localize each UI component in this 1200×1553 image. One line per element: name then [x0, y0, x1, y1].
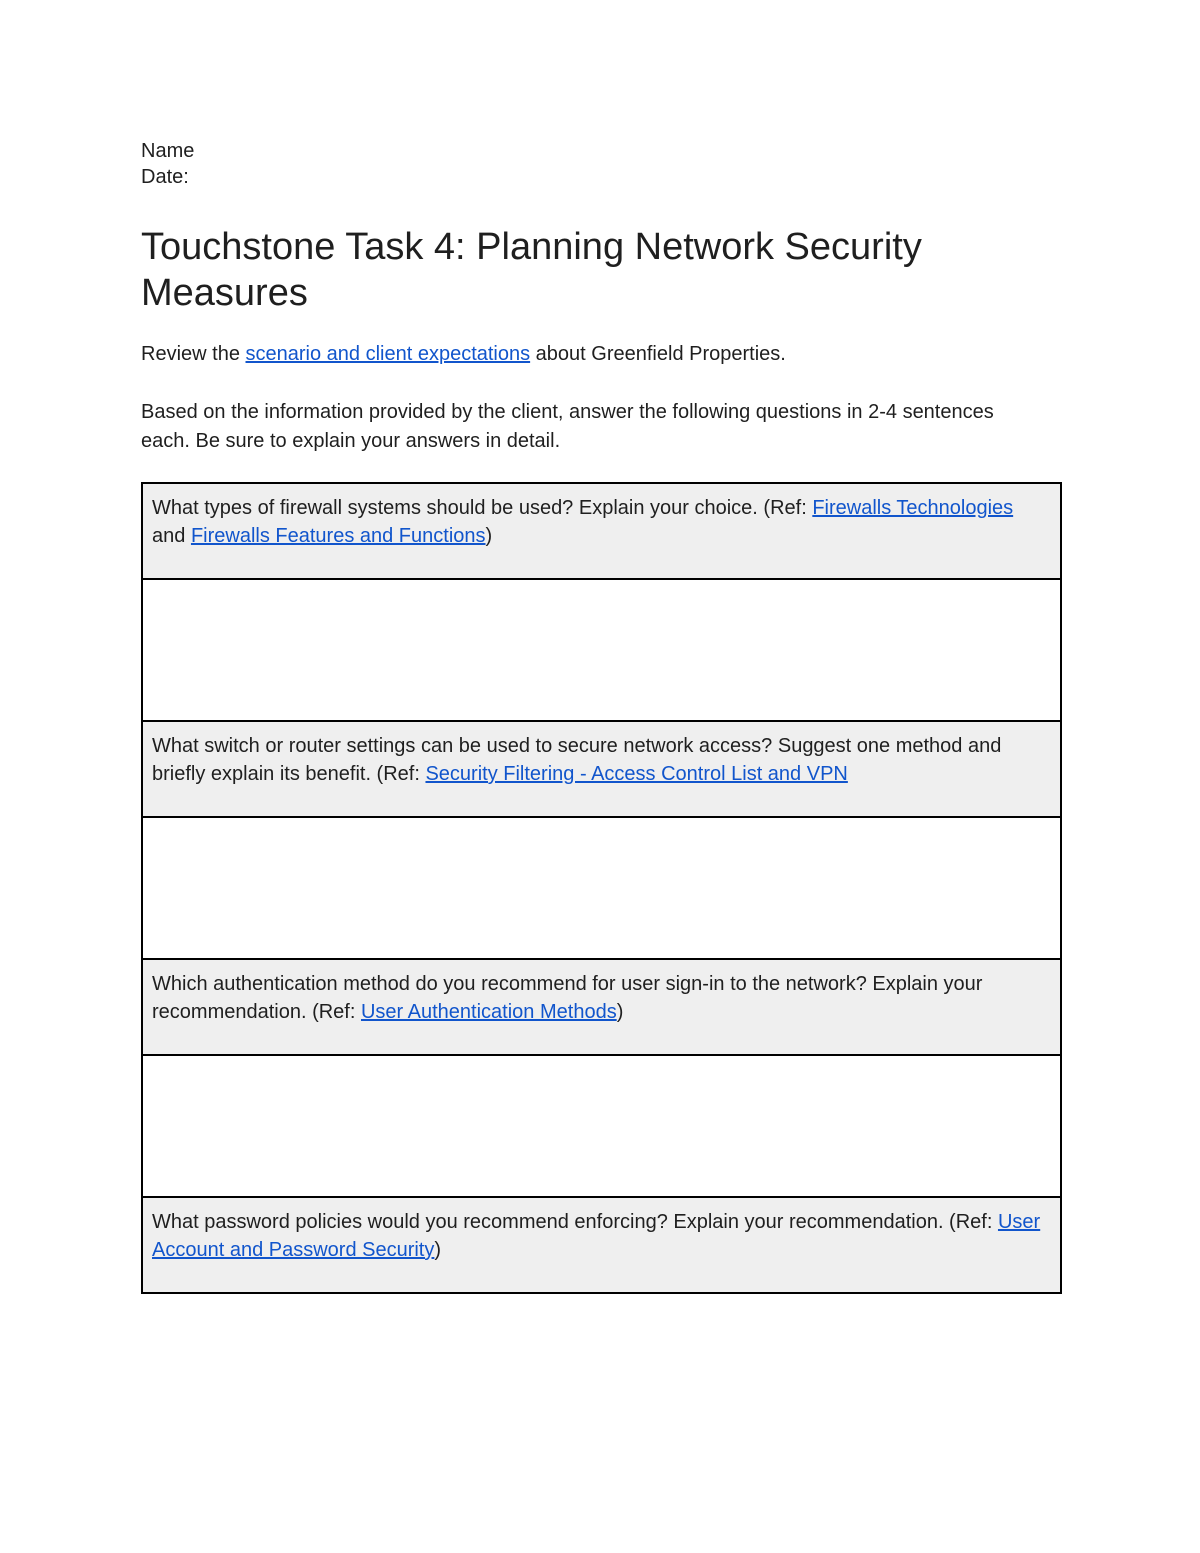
password-security-link[interactable]: User Account and Password Security [152, 1211, 1041, 1261]
document-title: Touchstone Task 4: Planning Network Security Measures [141, 226, 922, 314]
answer-cell-1[interactable] [142, 579, 1061, 721]
user-authentication-link[interactable]: User Authentication Methods [360, 1001, 617, 1023]
review-prefix: Review the [141, 343, 246, 365]
question-cell-2 [142, 721, 1061, 817]
question-row [142, 483, 1061, 579]
name-label: Name [141, 140, 195, 162]
question-row [142, 1197, 1061, 1293]
firewalls-technologies-link[interactable]: Firewalls Technologies [812, 497, 1014, 519]
date-label: Date: [141, 166, 189, 188]
question-text: What types of firewall systems should be used? Explain your choice. (Ref: [152, 497, 813, 519]
question-text: Which authentication method do you recommend for user sign-in to the network? Explain your recommendation. (Ref: [152, 973, 983, 1023]
question-text: ) [434, 1239, 442, 1261]
review-paragraph [141, 340, 1041, 369]
question-row [142, 721, 1061, 817]
question-text: and [152, 525, 191, 547]
questions-table [141, 482, 1062, 1294]
question-text: ) [485, 525, 493, 547]
instructions-paragraph: Based on the information provided by the client, answer the following questions in 2-4 sentences each. Be sure to explain your answers in detail. [141, 401, 994, 452]
answer-row [142, 817, 1061, 959]
question-cell-1 [142, 483, 1061, 579]
document-page [141, 138, 1061, 1261]
security-filtering-link[interactable]: Security Filtering - Access Control List and VPN [425, 763, 848, 785]
answer-row [142, 579, 1061, 721]
scenario-link[interactable]: scenario and client expectations [245, 343, 531, 365]
review-suffix: about Greenfield Properties. [530, 343, 786, 365]
answer-row [142, 1055, 1061, 1197]
question-text: ) [616, 1001, 624, 1023]
question-text: What password policies would you recommend enforcing? Explain your recommendation. (Ref: [152, 1211, 998, 1233]
firewalls-features-link[interactable]: Firewalls Features and Functions [190, 525, 486, 547]
question-cell-3 [142, 959, 1061, 1055]
question-cell-4 [142, 1197, 1061, 1293]
question-text: What switch or router settings can be used to secure network access? Suggest one method and briefly explain its benefit. (Ref: [152, 735, 1002, 785]
question-row [142, 959, 1061, 1055]
answer-cell-2[interactable] [142, 817, 1061, 959]
answer-cell-3[interactable] [142, 1055, 1061, 1197]
